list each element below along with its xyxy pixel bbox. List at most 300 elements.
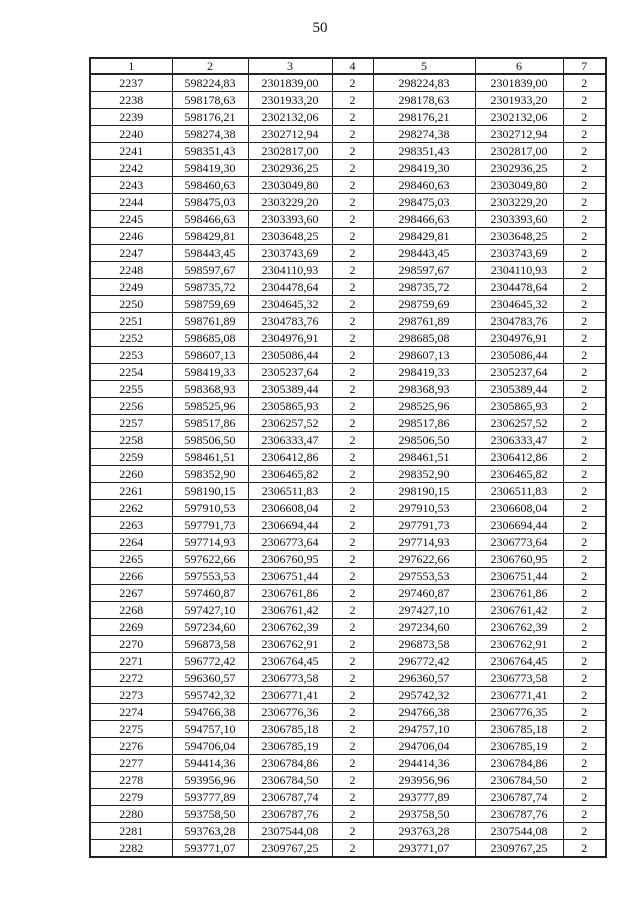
table-cell: 2 bbox=[332, 534, 373, 551]
table-cell: 2 bbox=[563, 177, 606, 194]
table-row bbox=[90, 568, 606, 585]
table-cell: 2 bbox=[332, 738, 373, 755]
table-cell: 598685,08 bbox=[172, 330, 248, 347]
table-row bbox=[90, 500, 606, 517]
table-cell: 298525,96 bbox=[373, 398, 475, 415]
table-cell: 2237 bbox=[90, 74, 172, 92]
table-cell: 2305389,44 bbox=[248, 381, 332, 398]
table-cell: 2302936,25 bbox=[248, 160, 332, 177]
table-cell: 2304976,91 bbox=[248, 330, 332, 347]
table-cell: 596360,57 bbox=[172, 670, 248, 687]
table-cell: 594706,04 bbox=[172, 738, 248, 755]
table-cell: 2280 bbox=[90, 806, 172, 823]
table-cell: 2253 bbox=[90, 347, 172, 364]
table-cell: 2 bbox=[332, 840, 373, 858]
table-cell: 598759,69 bbox=[172, 296, 248, 313]
table-cell: 2 bbox=[332, 415, 373, 432]
table-cell: 2306412,86 bbox=[248, 449, 332, 466]
header-row bbox=[90, 58, 606, 74]
table-cell: 2 bbox=[332, 245, 373, 262]
table-cell: 598419,33 bbox=[172, 364, 248, 381]
table-cell: 597622,66 bbox=[172, 551, 248, 568]
table-cell: 2 bbox=[563, 534, 606, 551]
table-cell: 298735,72 bbox=[373, 279, 475, 296]
table-cell: 2302712,94 bbox=[475, 126, 563, 143]
table-cell: 2256 bbox=[90, 398, 172, 415]
table-cell: 298517,86 bbox=[373, 415, 475, 432]
table-row bbox=[90, 449, 606, 466]
table-cell: 2 bbox=[332, 755, 373, 772]
table-cell: 298352,90 bbox=[373, 466, 475, 483]
table-cell: 2305237,64 bbox=[475, 364, 563, 381]
table-cell: 298368,93 bbox=[373, 381, 475, 398]
table-cell: 2268 bbox=[90, 602, 172, 619]
table-cell: 2252 bbox=[90, 330, 172, 347]
table-row bbox=[90, 262, 606, 279]
table-cell: 2306762,39 bbox=[248, 619, 332, 636]
table-cell: 2282 bbox=[90, 840, 172, 858]
table-row bbox=[90, 619, 606, 636]
table-cell: 597427,10 bbox=[172, 602, 248, 619]
table-cell: 2301839,00 bbox=[475, 74, 563, 92]
table-cell: 2 bbox=[332, 602, 373, 619]
table-row bbox=[90, 721, 606, 738]
table-cell: 2245 bbox=[90, 211, 172, 228]
table-cell: 2306761,86 bbox=[475, 585, 563, 602]
table-body bbox=[90, 74, 606, 857]
table-cell: 2306257,52 bbox=[248, 415, 332, 432]
table-cell: 2306773,64 bbox=[475, 534, 563, 551]
table-cell: 2306785,19 bbox=[248, 738, 332, 755]
coordinates-table bbox=[89, 57, 607, 858]
table-cell: 2 bbox=[563, 398, 606, 415]
table-cell: 2 bbox=[563, 432, 606, 449]
table-row bbox=[90, 143, 606, 160]
table-cell: 2305865,93 bbox=[248, 398, 332, 415]
table-row bbox=[90, 755, 606, 772]
table-cell: 2306257,52 bbox=[475, 415, 563, 432]
page-number: 50 bbox=[312, 20, 328, 36]
table-cell: 2 bbox=[332, 670, 373, 687]
table-cell: 2 bbox=[332, 211, 373, 228]
table-cell: 298419,30 bbox=[373, 160, 475, 177]
table-cell: 2 bbox=[563, 687, 606, 704]
table-cell: 2306333,47 bbox=[248, 432, 332, 449]
table-cell: 298466,63 bbox=[373, 211, 475, 228]
table-cell: 2306784,86 bbox=[248, 755, 332, 772]
table-cell: 597910,53 bbox=[172, 500, 248, 517]
table-row bbox=[90, 602, 606, 619]
table-row bbox=[90, 279, 606, 296]
table-cell: 2 bbox=[332, 823, 373, 840]
table-cell: 598190,15 bbox=[172, 483, 248, 500]
table-row bbox=[90, 109, 606, 126]
table-cell: 2306764,45 bbox=[475, 653, 563, 670]
table-cell: 2 bbox=[332, 687, 373, 704]
table-cell: 2 bbox=[332, 143, 373, 160]
table-cell: 2302817,00 bbox=[475, 143, 563, 160]
table-cell: 593771,07 bbox=[172, 840, 248, 858]
table-cell: 2306761,42 bbox=[248, 602, 332, 619]
table-cell: 298419,33 bbox=[373, 364, 475, 381]
table-cell: 298190,15 bbox=[373, 483, 475, 500]
table-cell: 598461,51 bbox=[172, 449, 248, 466]
table-cell: 298607,13 bbox=[373, 347, 475, 364]
table-cell: 2306412,86 bbox=[475, 449, 563, 466]
table-row bbox=[90, 364, 606, 381]
table-cell: 2306771,41 bbox=[475, 687, 563, 704]
table-row bbox=[90, 194, 606, 211]
table-cell: 2 bbox=[332, 74, 373, 92]
table-row bbox=[90, 381, 606, 398]
table-row bbox=[90, 738, 606, 755]
table-row bbox=[90, 177, 606, 194]
table-cell: 2 bbox=[563, 789, 606, 806]
table-cell: 2302817,00 bbox=[248, 143, 332, 160]
table-cell: 2248 bbox=[90, 262, 172, 279]
table-cell: 2279 bbox=[90, 789, 172, 806]
table-cell: 2260 bbox=[90, 466, 172, 483]
table-cell: 2304783,76 bbox=[248, 313, 332, 330]
table-cell: 2303743,69 bbox=[248, 245, 332, 262]
table-cell: 2306773,58 bbox=[248, 670, 332, 687]
table-cell: 2243 bbox=[90, 177, 172, 194]
table-cell: 2 bbox=[563, 585, 606, 602]
table-cell: 2247 bbox=[90, 245, 172, 262]
table-cell: 2 bbox=[563, 840, 606, 858]
table-cell: 2305389,44 bbox=[475, 381, 563, 398]
column-header-1: 1 bbox=[90, 58, 172, 74]
table-cell: 2 bbox=[332, 262, 373, 279]
table-cell: 2302132,06 bbox=[475, 109, 563, 126]
table-cell: 2304976,91 bbox=[475, 330, 563, 347]
table-cell: 2303049,80 bbox=[248, 177, 332, 194]
table-cell: 2250 bbox=[90, 296, 172, 313]
table-cell: 2 bbox=[332, 330, 373, 347]
table-cell: 598178,63 bbox=[172, 92, 248, 109]
table-cell: 2305086,44 bbox=[475, 347, 563, 364]
table-row bbox=[90, 840, 606, 858]
table-cell: 2 bbox=[563, 143, 606, 160]
table-cell: 2303648,25 bbox=[248, 228, 332, 245]
table-cell: 2 bbox=[563, 704, 606, 721]
table-cell: 2249 bbox=[90, 279, 172, 296]
table-cell: 2 bbox=[563, 517, 606, 534]
table-cell: 2 bbox=[332, 772, 373, 789]
table-cell: 2303648,25 bbox=[475, 228, 563, 245]
table-row bbox=[90, 415, 606, 432]
table-cell: 2306785,18 bbox=[475, 721, 563, 738]
column-header-4: 4 bbox=[332, 58, 373, 74]
table-cell: 293758,50 bbox=[373, 806, 475, 823]
table-cell: 2 bbox=[563, 636, 606, 653]
table-cell: 2306776,35 bbox=[475, 704, 563, 721]
table-cell: 2 bbox=[332, 636, 373, 653]
table-cell: 2302712,94 bbox=[248, 126, 332, 143]
table-cell: 2306694,44 bbox=[475, 517, 563, 534]
table-cell: 298443,45 bbox=[373, 245, 475, 262]
table-cell: 2306465,82 bbox=[248, 466, 332, 483]
table-cell: 598429,81 bbox=[172, 228, 248, 245]
table-cell: 2304645,32 bbox=[475, 296, 563, 313]
table-cell: 297427,10 bbox=[373, 602, 475, 619]
table-cell: 598443,45 bbox=[172, 245, 248, 262]
table-cell: 2306771,41 bbox=[248, 687, 332, 704]
column-header-2: 2 bbox=[172, 58, 248, 74]
table-cell: 598517,86 bbox=[172, 415, 248, 432]
table-cell: 594414,36 bbox=[172, 755, 248, 772]
table-row bbox=[90, 398, 606, 415]
table-row bbox=[90, 483, 606, 500]
table-cell: 2 bbox=[563, 619, 606, 636]
table-cell: 2305086,44 bbox=[248, 347, 332, 364]
table-cell: 2255 bbox=[90, 381, 172, 398]
table-cell: 598274,38 bbox=[172, 126, 248, 143]
table-row bbox=[90, 823, 606, 840]
table-cell: 2 bbox=[332, 585, 373, 602]
table-cell: 2 bbox=[563, 670, 606, 687]
table-cell: 298224,83 bbox=[373, 74, 475, 92]
table-cell: 2303229,20 bbox=[248, 194, 332, 211]
table-cell: 2307544,08 bbox=[475, 823, 563, 840]
table-cell: 2258 bbox=[90, 432, 172, 449]
table-cell: 2 bbox=[332, 568, 373, 585]
table-cell: 2304783,76 bbox=[475, 313, 563, 330]
table-row bbox=[90, 687, 606, 704]
table-cell: 593956,96 bbox=[172, 772, 248, 789]
table-cell: 2309767,25 bbox=[475, 840, 563, 858]
table-cell: 2304478,64 bbox=[248, 279, 332, 296]
table-row bbox=[90, 313, 606, 330]
table-cell: 2301933,20 bbox=[248, 92, 332, 109]
table-cell: 2 bbox=[563, 568, 606, 585]
table-cell: 598224,83 bbox=[172, 74, 248, 92]
table-cell: 2 bbox=[332, 313, 373, 330]
table-cell: 2 bbox=[563, 126, 606, 143]
table-cell: 593758,50 bbox=[172, 806, 248, 823]
table-row bbox=[90, 330, 606, 347]
table-cell: 2240 bbox=[90, 126, 172, 143]
table-cell: 2 bbox=[332, 194, 373, 211]
table-cell: 2 bbox=[332, 653, 373, 670]
table-cell: 2306784,50 bbox=[475, 772, 563, 789]
table-cell: 298351,43 bbox=[373, 143, 475, 160]
table-cell: 298597,67 bbox=[373, 262, 475, 279]
table-cell: 297714,93 bbox=[373, 534, 475, 551]
table-cell: 2 bbox=[563, 823, 606, 840]
table-cell: 297234,60 bbox=[373, 619, 475, 636]
table-cell: 2270 bbox=[90, 636, 172, 653]
table-cell: 2302936,25 bbox=[475, 160, 563, 177]
table-cell: 2 bbox=[563, 160, 606, 177]
table-cell: 2306751,44 bbox=[248, 568, 332, 585]
table-cell: 598352,90 bbox=[172, 466, 248, 483]
table-cell: 2303229,20 bbox=[475, 194, 563, 211]
table-cell: 2 bbox=[332, 177, 373, 194]
table-row bbox=[90, 772, 606, 789]
table-row bbox=[90, 160, 606, 177]
table-cell: 596873,58 bbox=[172, 636, 248, 653]
table-cell: 598368,93 bbox=[172, 381, 248, 398]
table-cell: 295742,32 bbox=[373, 687, 475, 704]
table-cell: 293771,07 bbox=[373, 840, 475, 858]
table-cell: 2 bbox=[332, 551, 373, 568]
table-cell: 2302132,06 bbox=[248, 109, 332, 126]
table-row bbox=[90, 126, 606, 143]
table-cell: 2306787,74 bbox=[475, 789, 563, 806]
table-cell: 2306764,45 bbox=[248, 653, 332, 670]
table-cell: 2257 bbox=[90, 415, 172, 432]
table-cell: 2 bbox=[332, 721, 373, 738]
table-cell: 598475,03 bbox=[172, 194, 248, 211]
table-cell: 2306608,04 bbox=[475, 500, 563, 517]
column-header-5: 5 bbox=[373, 58, 475, 74]
table-cell: 2261 bbox=[90, 483, 172, 500]
table-row bbox=[90, 789, 606, 806]
table-cell: 293763,28 bbox=[373, 823, 475, 840]
table-cell: 2 bbox=[332, 228, 373, 245]
table-row bbox=[90, 806, 606, 823]
table-cell: 2 bbox=[563, 262, 606, 279]
table-cell: 2303393,60 bbox=[248, 211, 332, 228]
table-cell: 2 bbox=[563, 772, 606, 789]
table-cell: 2 bbox=[563, 347, 606, 364]
table-cell: 298460,63 bbox=[373, 177, 475, 194]
table-cell: 2269 bbox=[90, 619, 172, 636]
table-cell: 2266 bbox=[90, 568, 172, 585]
table-cell: 598176,21 bbox=[172, 109, 248, 126]
table-cell: 598419,30 bbox=[172, 160, 248, 177]
table-cell: 2306784,86 bbox=[475, 755, 563, 772]
table-cell: 2273 bbox=[90, 687, 172, 704]
table-cell: 296772,42 bbox=[373, 653, 475, 670]
table-cell: 2 bbox=[332, 126, 373, 143]
table-cell: 597553,53 bbox=[172, 568, 248, 585]
table-cell: 598761,89 bbox=[172, 313, 248, 330]
table-cell: 2 bbox=[332, 279, 373, 296]
table-cell: 2 bbox=[563, 500, 606, 517]
table-cell: 2306761,42 bbox=[475, 602, 563, 619]
table-cell: 2274 bbox=[90, 704, 172, 721]
table-cell: 2 bbox=[563, 92, 606, 109]
table-cell: 2276 bbox=[90, 738, 172, 755]
table-row bbox=[90, 466, 606, 483]
table-row bbox=[90, 296, 606, 313]
table-cell: 598607,13 bbox=[172, 347, 248, 364]
table-cell: 2303743,69 bbox=[475, 245, 563, 262]
table-cell: 2 bbox=[563, 364, 606, 381]
table-row bbox=[90, 585, 606, 602]
table-cell: 2 bbox=[563, 551, 606, 568]
table-cell: 2306787,76 bbox=[475, 806, 563, 823]
table-cell: 2306787,74 bbox=[248, 789, 332, 806]
table-cell: 2 bbox=[332, 517, 373, 534]
table-cell: 2306762,39 bbox=[475, 619, 563, 636]
table-cell: 2306776,36 bbox=[248, 704, 332, 721]
table-cell: 298176,21 bbox=[373, 109, 475, 126]
table-header bbox=[90, 58, 606, 74]
table-cell: 2267 bbox=[90, 585, 172, 602]
table-cell: 2306760,95 bbox=[248, 551, 332, 568]
table-cell: 296360,57 bbox=[373, 670, 475, 687]
table-cell: 598735,72 bbox=[172, 279, 248, 296]
table-cell: 2306773,58 bbox=[475, 670, 563, 687]
table-cell: 293956,96 bbox=[373, 772, 475, 789]
table-cell: 2 bbox=[563, 296, 606, 313]
table-cell: 2272 bbox=[90, 670, 172, 687]
table-cell: 2275 bbox=[90, 721, 172, 738]
table-cell: 2241 bbox=[90, 143, 172, 160]
table-cell: 2309767,25 bbox=[248, 840, 332, 858]
table-cell: 2306762,91 bbox=[248, 636, 332, 653]
table-cell: 2304110,93 bbox=[475, 262, 563, 279]
table-row bbox=[90, 92, 606, 109]
table-cell: 2 bbox=[332, 347, 373, 364]
table-cell: 298178,63 bbox=[373, 92, 475, 109]
table-cell: 2306787,76 bbox=[248, 806, 332, 823]
table-cell: 2 bbox=[563, 602, 606, 619]
table-cell: 597791,73 bbox=[172, 517, 248, 534]
table-cell: 2 bbox=[563, 109, 606, 126]
table-row bbox=[90, 670, 606, 687]
table-cell: 2 bbox=[563, 245, 606, 262]
table-cell: 597714,93 bbox=[172, 534, 248, 551]
table-cell: 598506,50 bbox=[172, 432, 248, 449]
table-cell: 298461,51 bbox=[373, 449, 475, 466]
table-cell: 298429,81 bbox=[373, 228, 475, 245]
table-cell: 2 bbox=[563, 449, 606, 466]
table-cell: 2306773,64 bbox=[248, 534, 332, 551]
table-cell: 2304110,93 bbox=[248, 262, 332, 279]
table-cell: 298475,03 bbox=[373, 194, 475, 211]
table-cell: 2 bbox=[332, 619, 373, 636]
table-cell: 597460,87 bbox=[172, 585, 248, 602]
table-cell: 598597,67 bbox=[172, 262, 248, 279]
table-cell: 2 bbox=[332, 449, 373, 466]
table-cell: 2306761,86 bbox=[248, 585, 332, 602]
table-cell: 2264 bbox=[90, 534, 172, 551]
table-cell: 2 bbox=[563, 653, 606, 670]
table-cell: 594757,10 bbox=[172, 721, 248, 738]
table-cell: 2262 bbox=[90, 500, 172, 517]
table-cell: 297791,73 bbox=[373, 517, 475, 534]
table-cell: 597234,60 bbox=[172, 619, 248, 636]
table-cell: 598460,63 bbox=[172, 177, 248, 194]
table-cell: 2301839,00 bbox=[248, 74, 332, 92]
table-cell: 297553,53 bbox=[373, 568, 475, 585]
table-cell: 2271 bbox=[90, 653, 172, 670]
table-row bbox=[90, 636, 606, 653]
table-cell: 2259 bbox=[90, 449, 172, 466]
table-row bbox=[90, 211, 606, 228]
table-cell: 2239 bbox=[90, 109, 172, 126]
table-cell: 598525,96 bbox=[172, 398, 248, 415]
table-cell: 296873,58 bbox=[373, 636, 475, 653]
table-cell: 297622,66 bbox=[373, 551, 475, 568]
table-cell: 2 bbox=[563, 466, 606, 483]
table-cell: 298685,08 bbox=[373, 330, 475, 347]
table-cell: 2 bbox=[332, 466, 373, 483]
table-cell: 297910,53 bbox=[373, 500, 475, 517]
table-cell: 2 bbox=[563, 194, 606, 211]
table-cell: 2 bbox=[332, 92, 373, 109]
table-cell: 2301933,20 bbox=[475, 92, 563, 109]
table-cell: 2306333,47 bbox=[475, 432, 563, 449]
table-cell: 2 bbox=[563, 721, 606, 738]
table-cell: 2238 bbox=[90, 92, 172, 109]
table-cell: 294766,38 bbox=[373, 704, 475, 721]
table-cell: 2 bbox=[332, 500, 373, 517]
